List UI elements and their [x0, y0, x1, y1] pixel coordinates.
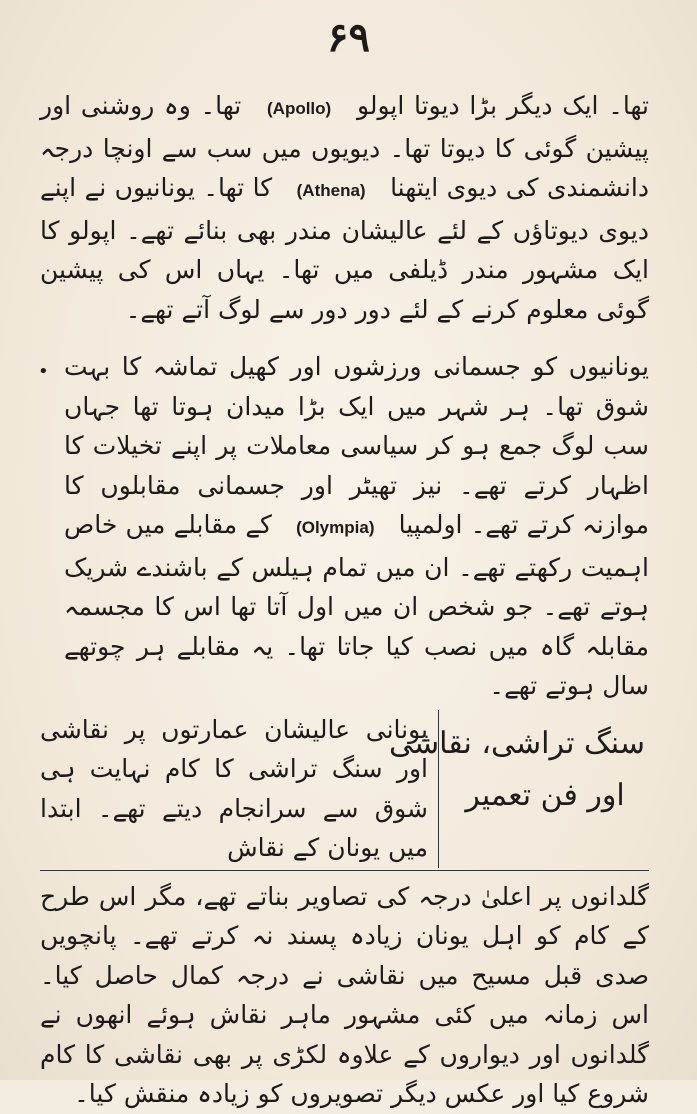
section-art-architecture [40, 710, 649, 868]
paragraph-gods: تھا۔ ایک دیگر بڑا دیوتا اپولو (Apollo) تھا۔ وہ روشنی اور پیشین گوئی کا دیوتا تھا۔ دیویوں میں سب سے اونچا درجہ دانشمندی کی دیوی ایتھنا (Athena) کا تھا۔ یونانیوں نے اپنے دیوی دیوتاؤں کے لئے عالیشان مندر بھی بنائے تھے۔ اپولو کا ایک مشہور مندر ڈیلفی میں تھا۔ یہاں اس کی پیشین گوئی معلوم کرنے کے لئے دور دور سے لوگ آتے تھے۔ [40, 91, 649, 324]
paragraph-games: یونانیوں کو جسمانی ورزشوں اور کھیل تماشہ کا بہت شوق تھا۔ ہر شہر میں ایک بڑا میدان ہوتا تھا جہاں سب لوگ جمع ہو کر سیاسی معاملات پر اپنے تخیلات کا اظہار کرتے تھے۔ نیز تھیٹر اور جسمانی مقابلوں کا موازنہ کرتے تھے۔ اولمپیا (Olympia) کے مقابلے میں خاص اہمیت رکھتے تھے۔ ان میں تمام ہیلس کے باشندے شریک ہوتے تھے۔ جو شخص ان میں اول آتا تھا اس کا مجسمہ مقابلہ گاہ میں نصب کیا جاتا تھا۔ یہ مقابلے ہر چوتھے سال ہوتے تھے۔ [64, 352, 650, 700]
section-intro-text: یونانی عالیشان عمارتوں پر نقاشی اور سنگ تراشی کا کام نہایت ہی شوق سے سرانجام دیتے تھے۔ ابتدا میں یونان کے نقاش [40, 714, 428, 862]
bullet-icon: • [38, 361, 49, 382]
paragraph-painting: گلدانوں پر اعلیٰ درجہ کی تصاویر بناتے تھے، مگر اس طرح کے کام کو اہل یونان زیادہ پسند نہ کرتے تھے۔ پانچویں صدی قبل مسیح میں نقاشی نے درجہ کمال حاصل کیا۔ اس زمانہ میں کئی مشہور ماہر نقاش ہوئے انھوں نے گلدانوں اور دیواروں کے علاوہ لکڑی پر بھی نقاشی کا کام شروع کیا اور عکس دیگر تصویروں کو زیادہ منقش کیا۔ [40, 881, 649, 1108]
section-heading [389, 710, 649, 868]
latin-term-apollo: (Apollo) [267, 99, 332, 118]
section-divider [40, 870, 649, 871]
page-number: ۶۹ [327, 14, 370, 61]
body-text [40, 86, 649, 1114]
section-heading-line-2: اور فن تعمیر [465, 777, 625, 813]
section-heading-line-1: سنگ تراشی، نقاشی [389, 725, 645, 761]
paragraph-gap [40, 329, 649, 347]
latin-term-athena: (Athena) [296, 181, 366, 200]
latin-term-olympia: (Olympia) [296, 518, 375, 537]
